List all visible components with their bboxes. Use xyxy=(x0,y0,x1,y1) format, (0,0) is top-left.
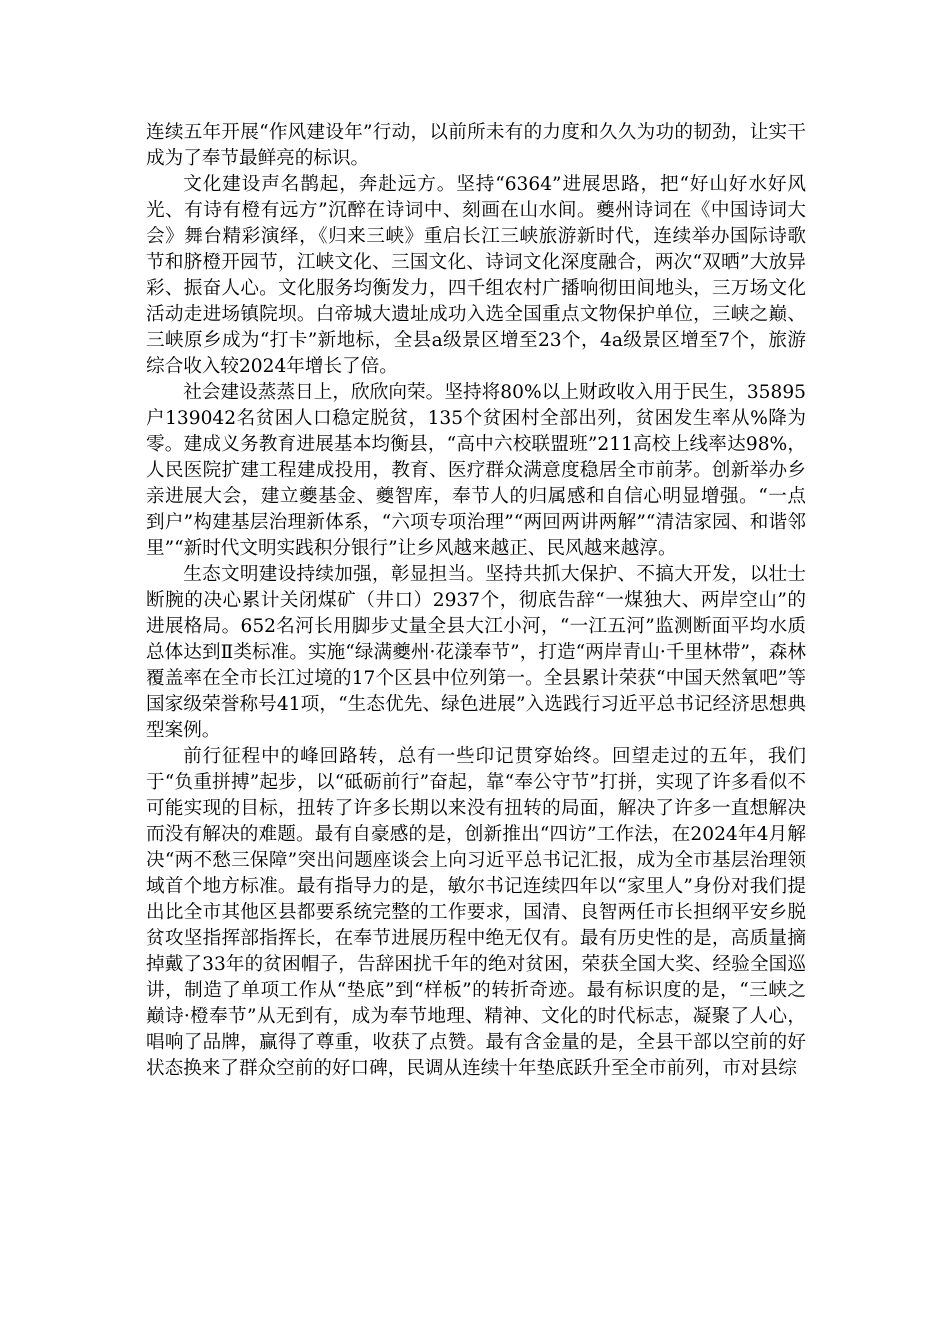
paragraph-1: 连续五年开展“作风建设年”行动，以前所未有的力度和久久为功的韧劲，让实干成为了奉节最鲜亮的标识。 xyxy=(146,122,806,169)
paragraph-4-ecology: 生态文明建设持续加强，彰显担当。坚持共抓大保护、不搞大开发，以壮士断腕的决心累计关闭煤矿（井口）2937个，彻底告辞“一煤独大、两岸空山”的进展格局。652名河长用脚步丈量全县大江小河，“一江五河”监测断面平均水质总体达到Ⅱ类标准。实施“绿满夔州·花漾奉节”，打造“两岸青山·千里林带”，森林覆盖率在全市长江过境的17个区县中位列第一。全县累计荣获“中国天然氧吧”等国家级荣誉称号41项，“生态优先、绿色进展”入选践行习近平总书记经济思想典型案例。 xyxy=(146,564,806,741)
paragraph-5-review: 前行征程中的峰回路转，总有一些印记贯穿始终。回望走过的五年，我们于“负重拼搏”起步，以“砥砺前行”奋起，靠“奉公守节”打拼，实现了许多看似不可能实现的目标，扭转了许多长期以来没有扭转的局面，解决了许多一直想解决而没有解决的难题。最有自豪感的是，创新推出“四访”工作法，在2024年4月解决“两不愁三保障”突出问题座谈会上向习近平总书记汇报，成为全市基层治理领域首个地方标准。最有指导力的是，敏尔书记连续四年以“家里人”身份对我们提出比全市其他区县都要系统完整的工作要求，国清、良智两任市长担纲平安乡脱贫攻坚指挥部指挥长，在奉节进展历程中绝无仅有。最有历史性的是，高质量摘掉戴了33年的贫困帽子，告辞困扰千年的绝对贫困，荣获全国大奖、经验全国巡讲，制造了单项工作从“垫底”到“样板”的转折奇迹。最有标识度的是，“三峡之巅诗·橙奉节”从无到有，成为奉节地理、精神、文化的时代标志，凝聚了人心，唱响了品牌，赢得了尊重，收获了点赞。最有含金量的是，全县干部以空前的好状态换来了群众空前的好口碑，民调从连续十年垫底跃升至全市前列，市对县综 xyxy=(146,746,806,1079)
document-page xyxy=(146,120,806,1082)
paragraph-3-society: 社会建设蒸蒸日上，欣欣向荣。坚持将80%以上财政收入用于民生，35895户139042名贫困人口稳定脱贫，135个贫困村全部出列，贫困发生率从%降为零。建成义务教育进展基本均衡县，“高中六校联盟班”211高校上线率达98%，人民医院扩建工程建成投用，教育、医疗群众满意度稳居全市前茅。创新举办乡亲进展大会，建立夔基金、夔智库，奉节人的归属感和自信心明显增强。“一点到户”构建基层治理新体系，“六项专项治理”“两回两讲两解”“清洁家园、和谐邻里”“新时代文明实践积分银行”让乡风越来越正、民风越来越淳。 xyxy=(146,382,806,559)
paragraph-2-culture: 文化建设声名鹊起，奔赴远方。坚持“6364”进展思路，把“好山好水好风光、有诗有橙有远方”沉醉在诗词中、刻画在山水间。夔州诗词在《中国诗词大会》舞台精彩演绎，《归来三峡》重启长江三峡旅游新时代，连续举办国际诗歌节和脐橙开园节，江峡文化、三国文化、诗词文化深度融合，两次“双晒”大放异彩、振奋人心。文化服务均衡发力，四千组农村广播响彻田间地头，三万场文化活动走进场镇院坝。白帝城大遗址成功入选全国重点文物保护单位，三峡之巅、三峡原乡成为“打卡”新地标，全县a级景区增至23个，4a级景区增至7个，旅游综合收入较2024年增长了倍。 xyxy=(146,174,806,377)
